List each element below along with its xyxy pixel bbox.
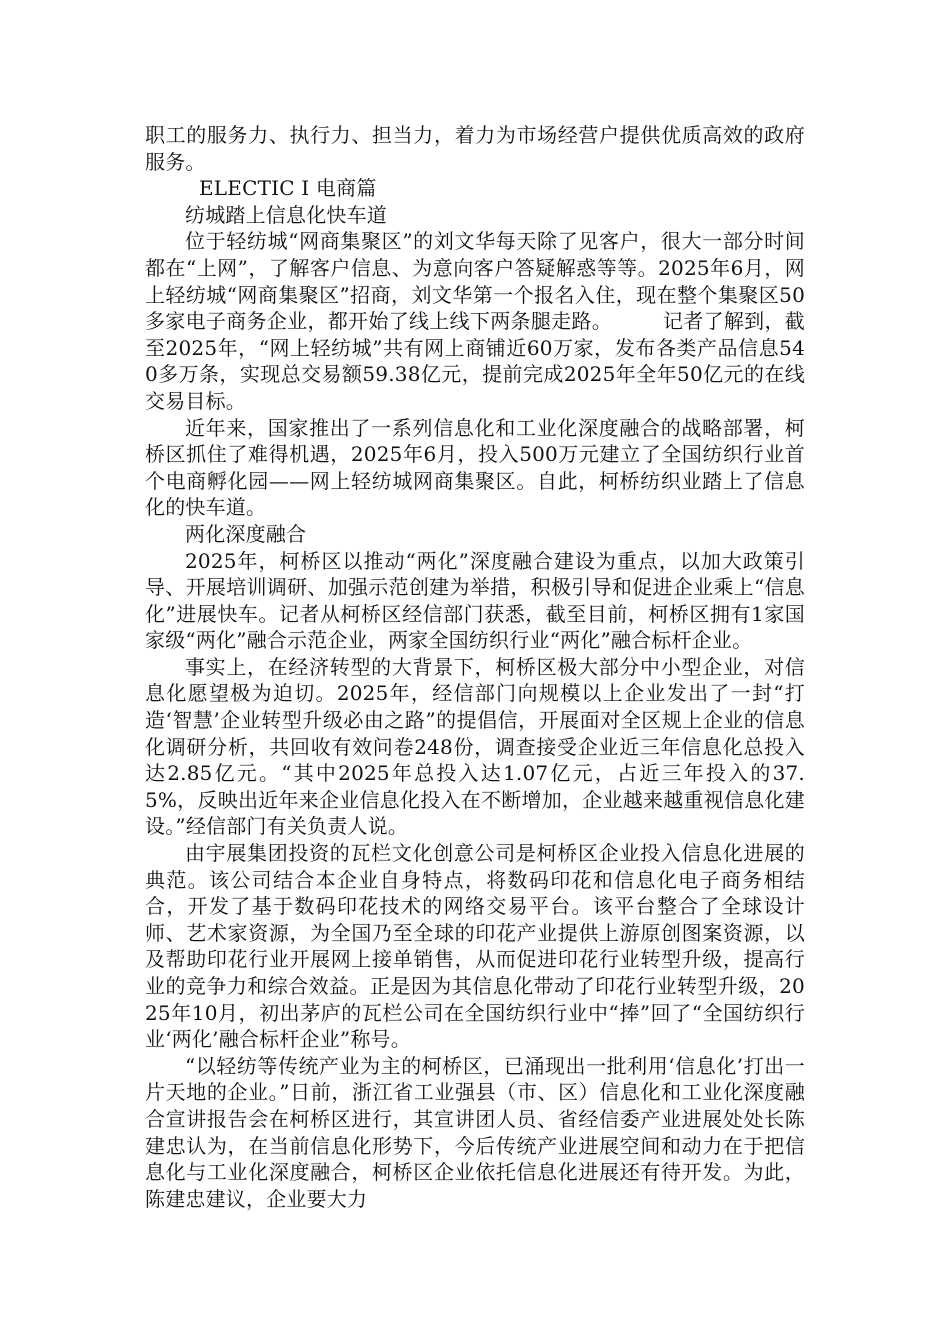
paragraph: 位于轻纺城“网商集聚区”的刘文华每天除了见客户，很大一部分时间都在“上网”，了解客户信息、为意向客户答疑解惑等等。2025年6月，网上轻纺城“网商集聚区”招商，刘文华第一个报名入住，现在整个集聚区50多家电子商务企业，都开始了线上线下两条腿走路。 记者了解到，截至2025年，“网上轻纺城”共有网上商铺近60万家，发布各类产品信息540多万条，实现总交易额59.38亿元，提前完成2025年全年50亿元的在线交易目标。 bbox=[145, 229, 805, 413]
subheading: 两化深度融合 bbox=[185, 521, 307, 546]
paragraph-continuation: 职工的服务力、执行力、担当力，着力为市场经营户提供优质高效的政府服务。 bbox=[145, 123, 805, 174]
paragraph: “以轻纺等传统产业为主的柯桥区，已涌现出一批利用‘信息化’打出一片天地的企业。”日前，浙江省工业强县（市、区）信息化和工业化深度融合宣讲报告会在柯桥区进行，其宣讲团人员、省经信委产业进展处处长陈建忠认为，在当前信息化形势下，今后传统产业进展空间和动力在于把信息化与工业化深度融合，柯桥区企业依托信息化进展还有待开发。为此，陈建忠建议，企业要大力 bbox=[145, 1053, 805, 1211]
section-heading-ecommerce: ELECTIC I 电商篇 bbox=[199, 176, 377, 201]
paragraph: 近年来，国家推出了一系列信息化和工业化深度融合的战略部署，柯桥区抓住了难得机遇，2025年6月，投入500万元建立了全国纺织行业首个电商孵化园——网上轻纺城网商集聚区。自此，柯桥纺织业踏上了信息化的快车道。 bbox=[145, 415, 805, 520]
document-body bbox=[145, 122, 805, 1212]
paragraph: 2025年，柯桥区以推动“两化”深度融合建设为重点，以加大政策引导、开展培训调研、加强示范创建为举措，积极引导和促进企业乘上“信息化”进展快车。记者从柯桥区经信部门获悉，截至目前，柯桥区拥有1家国家级“两化”融合示范企业，两家全国纺织行业“两化”融合标杆企业。 bbox=[145, 548, 805, 653]
article-title: 纺城踏上信息化快车道 bbox=[185, 202, 387, 227]
paragraph: 事实上，在经济转型的大背景下，柯桥区极大部分中小型企业，对信息化愿望极为迫切。2025年，经信部门向规模以上企业发出了一封“打造‘智慧’企业转型升级必由之路”的提倡信，开展面对全区规上企业的信息化调研分析，共回收有效问卷248份，调查接受企业近三年信息化总投入达2.85亿元。“其中2025年总投入达1.07亿元，占近三年投入的37.5%，反映出近年来企业信息化投入在不断增加，企业越来越重视信息化建设。”经信部门有关负责人说。 bbox=[145, 654, 805, 839]
paragraph: 由宇展集团投资的瓦栏文化创意公司是柯桥区企业投入信息化进展的典范。该公司结合本企业自身特点，将数码印花和信息化电子商务相结合，开发了基于数码印花技术的网络交易平台。该平台整合了全球设计师、艺术家资源，为全国乃至全球的印花产业提供上游原创图案资源，以及帮助印花行业开展网上接单销售，从而促进印花行业转型升级，提高行业的竞争力和综合效益。正是因为其信息化带动了印花行业转型升级，2025年10月，初出茅庐的瓦栏公司在全国纺织行业中“捧”回了“全国纺织行业‘两化’融合标杆企业”称号。 bbox=[145, 841, 805, 1052]
